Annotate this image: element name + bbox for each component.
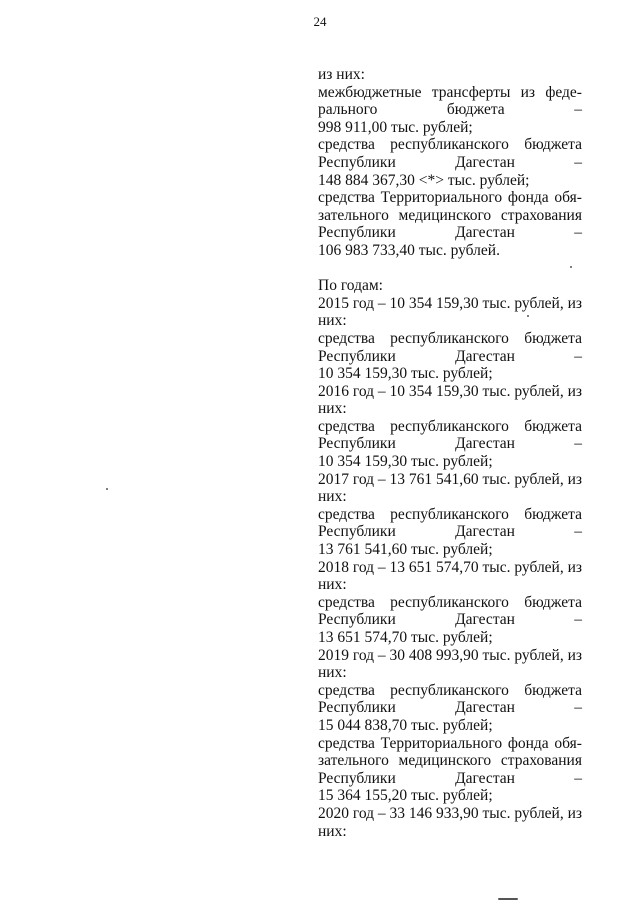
text-word: зательного (318, 206, 389, 224)
text-line: 2015 год – 10 354 159,30 тыс. рублей, из (318, 294, 583, 312)
text-word: республиканского (390, 681, 509, 699)
text-word: средства (318, 417, 375, 435)
text-word: средства (318, 505, 375, 523)
text-word: Территориального (380, 734, 503, 752)
text-word: республиканского (390, 593, 509, 611)
text-line (318, 699, 582, 717)
text-word: Дагестан (455, 435, 515, 453)
text-word: Республики (318, 224, 396, 242)
text-line (318, 330, 582, 348)
text-word: Дагестан (455, 769, 515, 787)
text-line: из них: (318, 66, 365, 83)
text-word: Дагестан (455, 523, 515, 541)
text-line (318, 348, 582, 366)
text-word: Республики (318, 435, 396, 453)
text-word: Дагестан (455, 224, 515, 242)
text-word: – (574, 101, 582, 119)
text-word: средства (318, 136, 375, 154)
text-line (318, 506, 582, 524)
text-line: них: (318, 576, 347, 594)
text-line: 2020 год – 33 146 933,90 тыс. рублей, из (318, 804, 583, 822)
text-line: 2017 год – 13 761 541,60 тыс. рублей, из (318, 470, 583, 488)
text-word: медицинского (398, 752, 492, 770)
text-word: Республики (318, 153, 396, 171)
text-line (318, 682, 582, 700)
text-word: Дагестан (455, 347, 515, 365)
text-line: 2016 год – 10 354 159,30 тыс. рублей, из (318, 382, 583, 400)
text-word: – (574, 769, 582, 787)
text-word: рального (318, 101, 378, 119)
text-word: – (574, 611, 582, 629)
text-word: бюджета (524, 417, 582, 435)
text-line (318, 752, 582, 770)
text-word: – (574, 699, 582, 717)
text-line: 106 983 733,40 тыс. рублей. (318, 241, 500, 259)
text-word: – (574, 224, 582, 242)
text-line (318, 207, 582, 225)
scan-speck (527, 315, 529, 317)
text-line (318, 136, 582, 154)
text-line: них: (318, 488, 347, 506)
text-word: республиканского (390, 417, 509, 435)
text-word: – (574, 435, 582, 453)
text-line: них: (318, 400, 347, 418)
scan-speck (106, 488, 108, 490)
text-word: страхования (500, 206, 582, 224)
text-line: 10 354 159,30 тыс. рублей; (318, 365, 493, 383)
text-word: средства (318, 189, 375, 207)
text-word: зательного (318, 752, 389, 770)
text-word: Республики (318, 699, 396, 717)
text-word: страхования (500, 752, 582, 770)
text-line: 2019 год – 30 408 993,90 тыс. рублей, из (318, 646, 583, 664)
scan-speck (498, 898, 518, 900)
text-word: бюджета (524, 681, 582, 699)
text-word: бюджета (524, 593, 582, 611)
text-line: 998 911,00 тыс. рублей; (318, 118, 473, 136)
text-word: обя- (554, 189, 582, 207)
text-word: бюджета (446, 101, 505, 119)
text-line: 15 364 155,20 тыс. рублей; (318, 787, 493, 805)
text-line: 15 044 838,70 тыс. рублей; (318, 716, 493, 734)
text-line (318, 189, 582, 207)
text-line (318, 770, 582, 788)
text-word: бюджета (524, 505, 582, 523)
text-word: – (574, 153, 582, 171)
text-word: Дагестан (455, 153, 515, 171)
text-word: республиканского (390, 505, 509, 523)
text-line (318, 154, 582, 172)
text-word: из (520, 83, 536, 101)
text-word: обя- (554, 734, 582, 752)
text-line: 13 651 574,70 тыс. рублей; (318, 629, 493, 646)
text-word: республиканского (390, 329, 509, 347)
text-word: средства (318, 593, 375, 611)
text-word: бюджета (524, 136, 582, 154)
text-line (318, 735, 582, 753)
text-word: – (574, 523, 582, 541)
text-line (318, 435, 582, 453)
text-line (318, 418, 582, 436)
text-line: них: (318, 664, 347, 682)
document-text-column (318, 66, 582, 840)
text-word: межбюджетные (318, 83, 422, 101)
text-word: фонда (507, 734, 549, 752)
text-line (318, 523, 582, 541)
text-line: 2018 год – 13 651 574,70 тыс. рублей, из (318, 558, 583, 576)
text-line: 148 884 367,30 <*> тыс. рублей; (318, 171, 530, 189)
text-line (318, 611, 582, 629)
scan-speck (570, 266, 572, 268)
page-number: 24 (313, 14, 327, 29)
text-line (318, 101, 582, 119)
text-line (318, 224, 582, 242)
blank-line (318, 260, 582, 278)
text-word: средства (318, 681, 375, 699)
text-word: республиканского (390, 136, 509, 154)
text-line: них: (318, 312, 347, 330)
text-line (318, 84, 582, 102)
text-word: средства (318, 734, 375, 752)
text-word: Республики (318, 523, 396, 541)
text-line: них: (318, 822, 347, 840)
text-line (318, 594, 582, 612)
text-word: Дагестан (455, 611, 515, 629)
text-word: феде- (545, 83, 582, 101)
text-word: фонда (507, 189, 549, 207)
text-word: Дагестан (455, 699, 515, 717)
text-line: 13 761 541,60 тыс. рублей; (318, 541, 493, 559)
text-line: По годам: (318, 277, 383, 295)
text-word: бюджета (524, 329, 582, 347)
text-word: Республики (318, 611, 396, 629)
text-word: Республики (318, 769, 396, 787)
text-word: медицинского (398, 206, 492, 224)
text-line: 10 354 159,30 тыс. рублей; (318, 453, 493, 471)
text-word: Республики (318, 347, 396, 365)
text-word: средства (318, 329, 375, 347)
text-word: трансферты (431, 83, 511, 101)
text-word: – (574, 347, 582, 365)
text-word: Территориального (380, 189, 503, 207)
